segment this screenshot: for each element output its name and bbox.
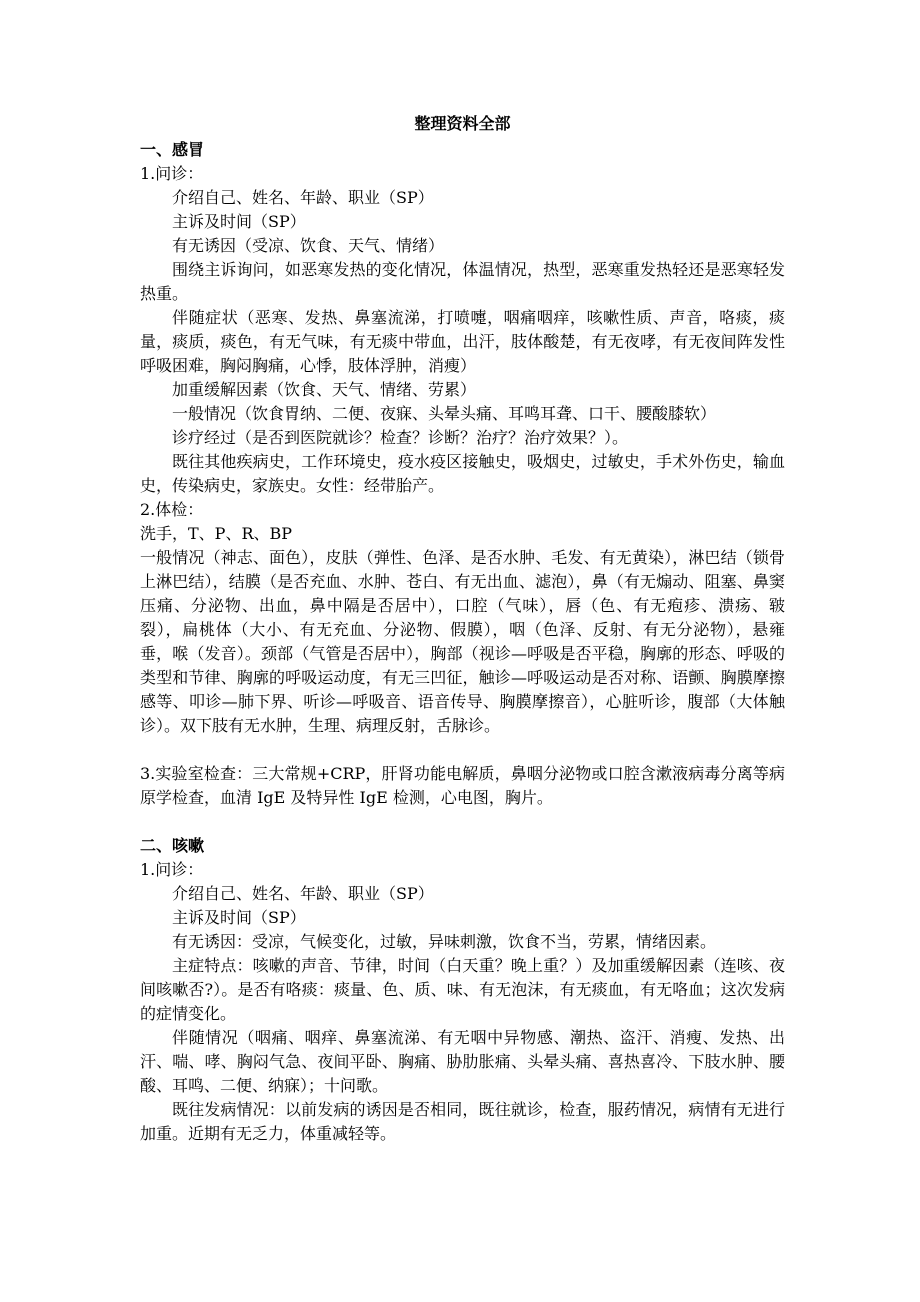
exam-heading: 2.体检： <box>140 500 204 519</box>
inquiry-item: 既往其他疾病史，工作环境史，疫水疫区接触史，吸烟史，过敏史，手术外伤史，输血史，传染病史，家族史。女性：经带胎产。 <box>140 452 785 495</box>
exam-line: 洗手，T、P、R、BP <box>140 524 293 543</box>
inquiry-item: 有无诱因：受凉，气候变化，过敏，异味刺激，饮食不当，劳累，情绪因素。 <box>172 932 717 951</box>
inquiry-item: 围绕主诉询问，如恶寒发热的变化情况，体温情况，热型，恶寒重发热轻还是恶寒轻发热重。 <box>140 260 785 303</box>
inquiry-heading: 1.问诊： <box>140 164 204 183</box>
inquiry-item: 加重缓解因素（饮食、天气、情绪、劳累） <box>172 380 477 399</box>
document-body <box>140 110 785 1146</box>
inquiry-item: 一般情况（饮食胃纳、二便、夜寐、头晕头痛、耳鸣耳聋、口干、腰酸膝软） <box>172 404 717 423</box>
lab-paragraph: 3.实验室检查：三大常规+CRP，肝肾功能电解质，鼻咽分泌物或口腔含漱液病毒分离等病原学检查，血清 IgE 及特异性 IgE 检测，心电图，胸片。 <box>140 764 785 807</box>
paragraph-gap <box>140 810 785 834</box>
inquiry-item: 主诉及时间（SP） <box>172 908 306 927</box>
document-title: 整理资料全部 <box>414 114 511 133</box>
inquiry-item: 主诉及时间（SP） <box>172 212 306 231</box>
inquiry-heading: 1.问诊： <box>140 860 204 879</box>
inquiry-item: 既往发病情况：以前发病的诱因是否相同，既往就诊，检查，服药情况，病情有无进行加重。近期有无乏力，体重减轻等。 <box>140 1100 785 1143</box>
inquiry-item: 有无诱因（受凉、饮食、天气、情绪） <box>172 236 445 255</box>
inquiry-item: 主症特点：咳嗽的声音、节律，时间（白天重？晚上重？）及加重缓解因素（连咳、夜间咳嗽否?）。是否有咯痰：痰量、色、质、味、有无泡沫，有无痰血，有无咯血；这次发病的症情变化。 <box>140 956 785 1023</box>
exam-paragraph: 一般情况（神志、面色），皮肤（弹性、色泽、是否水肿、毛发、有无黄染），淋巴结（锁骨上淋巴结），结膜（是否充血、水肿、苍白、有无出血、滤泡），鼻（有无煽动、阻塞、鼻窦压痛、分泌物、出血，鼻中隔是否居中），口腔（气味），唇（色、有无疱疹、溃疡、皲裂），扁桃体（大小、有无充血、分泌物、假膜），咽（色泽、反射、有无分泌物），悬雍垂，喉（发音）。颈部（气管是否居中），胸部（视诊—呼吸是否平稳，胸廓的形态、呼吸的类型和节律、胸廓的呼吸运动度，有无三凹征，触诊—呼吸运动是否对称、语颤、胸膜摩擦感等、叩诊—肺下界、听诊—呼吸音、语音传导、胸膜摩擦音），心脏听诊，腹部（大体触诊）。双下肢有无水肿，生理、病理反射，舌脉诊。 <box>140 548 785 735</box>
inquiry-item: 介绍自己、姓名、年龄、职业（SP） <box>172 188 434 207</box>
inquiry-item: 诊疗经过（是否到医院就诊？检查？诊断？治疗？治疗效果？）。 <box>172 428 629 447</box>
inquiry-item: 介绍自己、姓名、年龄、职业（SP） <box>172 884 434 903</box>
inquiry-item: 伴随症状（恶寒、发热、鼻塞流涕，打喷嚏，咽痛咽痒，咳嗽性质、声音，咯痰，痰量，痰质，痰色，有无气味，有无痰中带血，出汗，肢体酸楚，有无夜哮，有无夜间阵发性呼吸困难，胸闷胸痛，心悸，肢体浮肿，消瘦） <box>140 308 785 375</box>
inquiry-item: 伴随情况（咽痛、咽痒、鼻塞流涕、有无咽中异物感、潮热、盗汗、消瘦、发热、出汗、喘、哮、胸闷气急、夜间平卧、胸痛、胁肋胀痛、头晕头痛、喜热喜冷、下肢水肿、腰酸、耳鸣、二便、纳寐）；十问歌。 <box>140 1028 785 1095</box>
section-heading-cold: 一、感冒 <box>140 140 205 159</box>
section-heading-cough: 二、咳嗽 <box>140 836 205 855</box>
paragraph-gap <box>140 738 785 762</box>
